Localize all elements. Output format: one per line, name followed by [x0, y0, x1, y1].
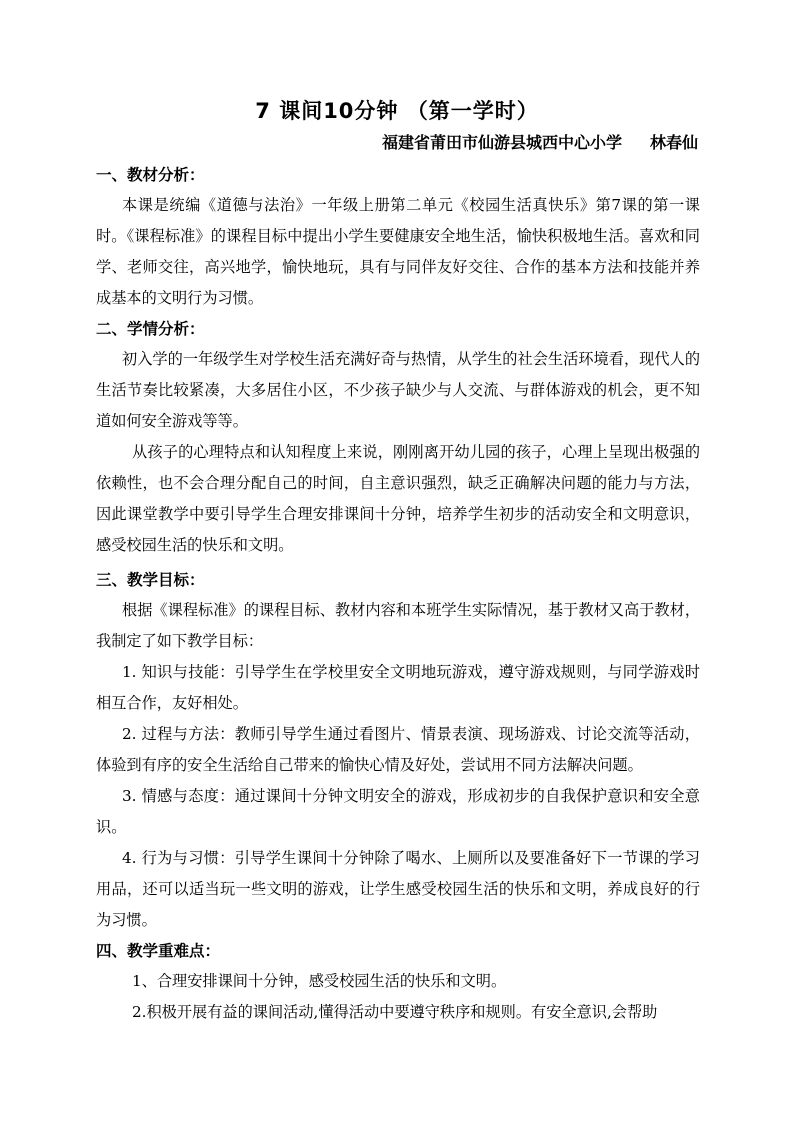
author-school: 福建省莆田市仙游县城西中心小学: [381, 133, 622, 152]
paragraph: 从孩子的心理特点和认知程度上来说，刚刚离开幼儿园的孩子，心理上呈现出极强的依赖性，也不会合理分配自己的时间，自主意识强烈，缺乏正确解决问题的能力与方法，因此课堂教学中要引导学生合理安排课间十分钟，培养学生初步的活动安全和文明意识，感受校园生活的快乐和文明。: [96, 443, 700, 554]
author-name: 林春仙: [649, 133, 698, 152]
section-heading-keypoints: 四、教学重难点：: [96, 942, 221, 960]
goal-item: 1. 知识与技能：引导学生在学校里安全文明地玩游戏，遵守游戏规则，与同学游戏时相互合作，友好相处。: [96, 663, 700, 712]
goal-item: 2. 过程与方法：教师引导学生通过看图片、情景表演、现场游戏、讨论交流等活动，体验到有序的安全生活给自己带来的愉快心情及好处，尝试用不同方法解决问题。: [96, 725, 700, 774]
keypoint-item: 2.积极开展有益的课间活动,懂得活动中要遵守秩序和规则。有安全意识,会帮助: [132, 1003, 658, 1021]
goal-item: 3. 情感与态度：通过课间十分钟文明安全的游戏，形成初步的自我保护意识和安全意识。: [96, 787, 700, 836]
section-heading-analysis: 一、教材分析：: [96, 166, 205, 184]
document-title: 7 课间10分钟 （第一学时）: [255, 99, 539, 123]
section-heading-students: 二、学情分析：: [96, 320, 205, 338]
keypoint-item: 1、合理安排课间十分钟，感受校园生活的快乐和文明。: [132, 972, 507, 990]
paragraph: 初入学的一年级学生对学校生活充满好奇与热情，从学生的社会生活环境看，现代人的生活节奏比较紧凑，大多居住小区，不少孩子缺少与人交流、与群体游戏的机会，更不知道如何安全游戏等等。: [96, 350, 700, 430]
section-heading-goals: 三、教学目标：: [96, 571, 205, 589]
author-line: [382, 130, 698, 153]
document-body: [96, 160, 700, 1028]
goal-item: 4. 行为与习惯：引导学生课间十分钟除了喝水、上厕所以及要准备好下一节课的学习用品，还可以适当玩一些文明的游戏，让学生感受校园生活的快乐和文明，养成良好的行为习惯。: [96, 849, 700, 929]
paragraph: 根据《课程标准》的课程目标、教材内容和本班学生实际情况，基于教材又高于教材，我制定了如下教学目标：: [96, 601, 700, 650]
paragraph: 本课是统编《道德与法治》一年级上册第二单元《校园生活真快乐》第7课的第一课时。《课程标准》的课程目标中提出小学生要健康安全地生活，愉快积极地生活。喜欢和同学、老师交往，高兴地学，愉快地玩，具有与同伴友好交往、合作的基本方法和技能并养成基本的文明行为习惯。: [96, 196, 700, 307]
